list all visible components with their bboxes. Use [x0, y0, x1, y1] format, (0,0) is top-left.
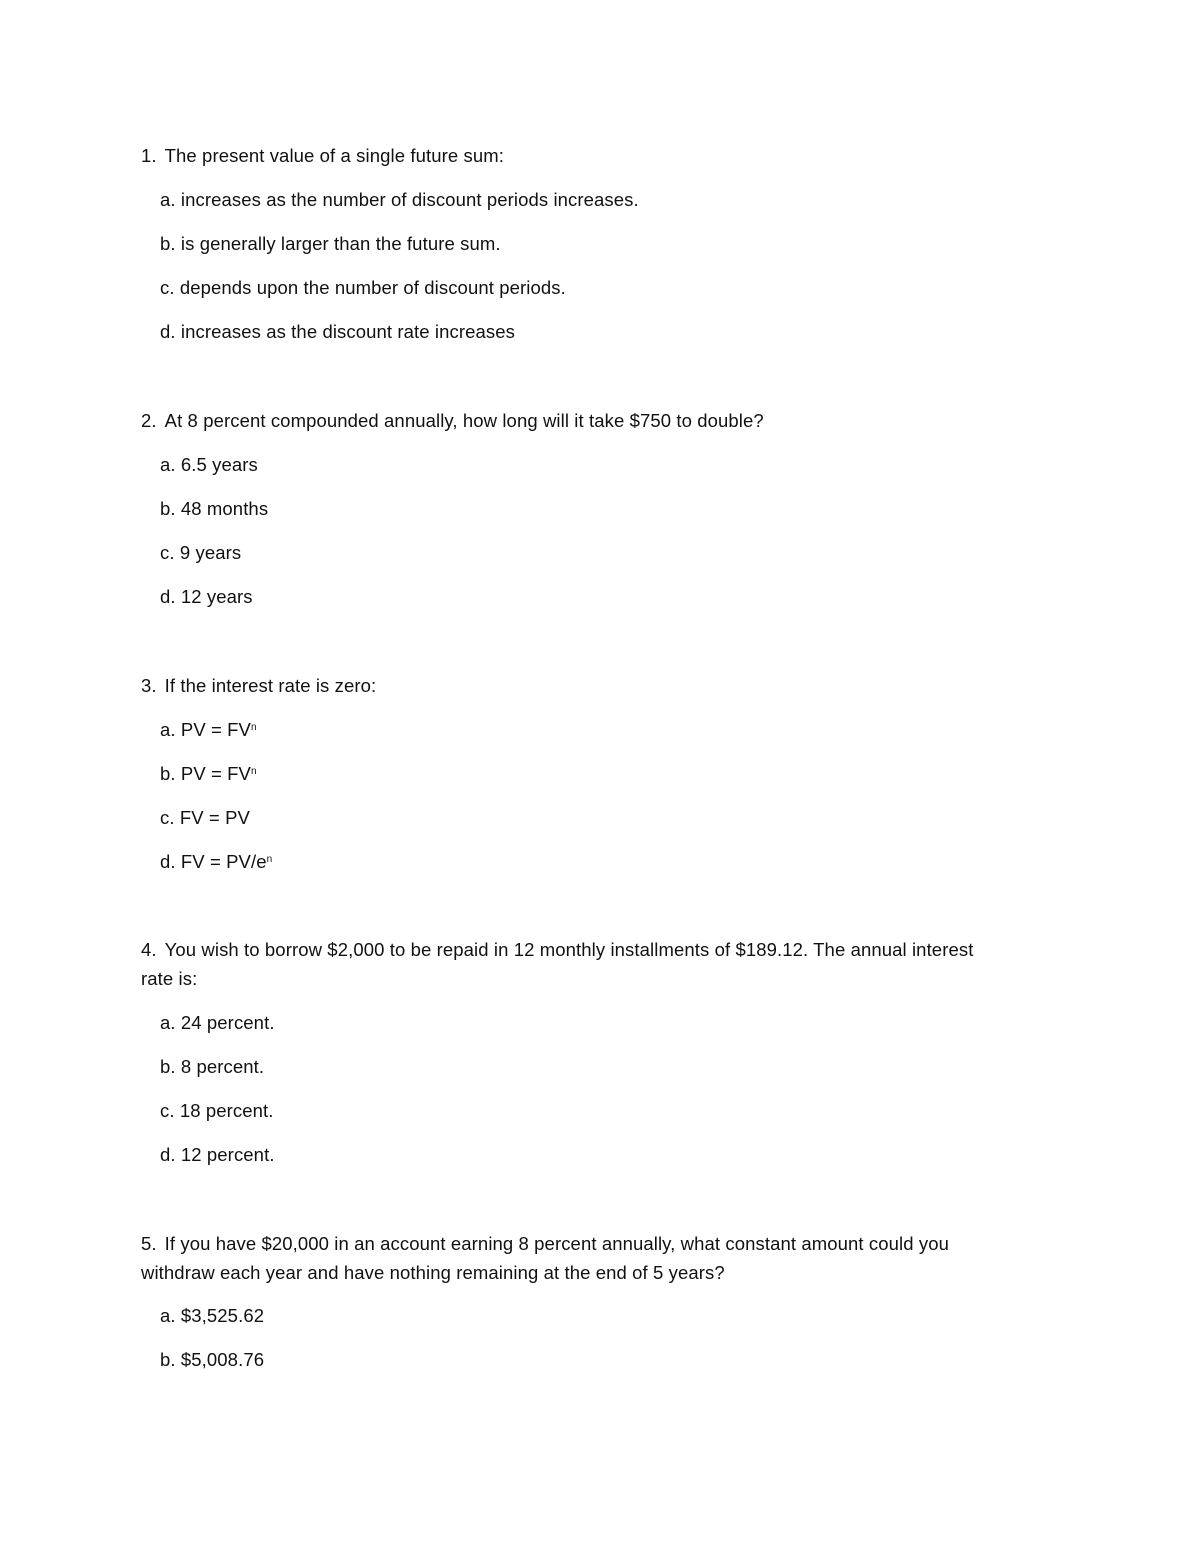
question-4	[141, 935, 973, 965]
question-text: At 8 percent compounded annually, how long will it take $750 to double?	[164, 410, 764, 431]
option-text: 24 percent.	[180, 1012, 275, 1033]
question-number: 2.	[141, 410, 157, 431]
option-label: d.	[160, 851, 176, 872]
question-2-option-a	[160, 450, 258, 480]
question-text: The present value of a single future sum:	[164, 145, 504, 166]
question-1-option-a	[160, 185, 639, 215]
option-text: PV = FV	[180, 763, 251, 784]
option-label: b.	[160, 763, 176, 784]
option-label: a.	[160, 189, 176, 210]
option-label: c.	[160, 1100, 175, 1121]
option-text: increases as the number of discount periods increases.	[180, 189, 639, 210]
question-text: You wish to borrow $2,000 to be repaid in 12 monthly installments of $189.12. The annual interest	[164, 939, 974, 960]
option-text: PV = FV	[180, 719, 251, 740]
superscript: n	[266, 853, 273, 865]
question-number: 1.	[141, 145, 157, 166]
option-text: depends upon the number of discount periods.	[179, 277, 566, 298]
question-5-option-b	[160, 1345, 264, 1375]
option-text: increases as the discount rate increases	[180, 321, 515, 342]
option-label: d.	[160, 586, 176, 607]
option-text: 8 percent.	[180, 1056, 265, 1077]
question-1	[141, 141, 504, 171]
option-text: FV = PV/e	[180, 851, 267, 872]
option-label: d.	[160, 321, 176, 342]
option-label: b.	[160, 1056, 176, 1077]
option-label: b.	[160, 1349, 176, 1370]
option-label: c.	[160, 542, 175, 563]
option-text: $3,525.62	[180, 1305, 265, 1326]
option-text: 9 years	[179, 542, 242, 563]
option-text: 18 percent.	[179, 1100, 274, 1121]
question-3-option-c	[160, 803, 250, 833]
option-label: c.	[160, 277, 175, 298]
option-label: c.	[160, 807, 175, 828]
question-3-option-d	[160, 847, 272, 877]
option-text: FV = PV	[179, 807, 250, 828]
option-text: 12 years	[180, 586, 253, 607]
question-4-option-c	[160, 1096, 274, 1126]
question-text-continuation: rate is:	[141, 968, 198, 989]
option-text: is generally larger than the future sum.	[180, 233, 501, 254]
question-3-option-b	[160, 759, 257, 789]
question-1-option-c	[160, 273, 566, 303]
option-text: 48 months	[180, 498, 269, 519]
superscript: n	[251, 765, 257, 777]
option-label: b.	[160, 233, 176, 254]
question-text: If the interest rate is zero:	[164, 675, 377, 696]
question-4-continuation	[141, 964, 197, 994]
option-label: a.	[160, 1012, 176, 1033]
question-4-option-b	[160, 1052, 264, 1082]
option-label: a.	[160, 1305, 176, 1326]
question-1-option-d	[160, 317, 515, 347]
question-5-continuation	[141, 1258, 725, 1288]
option-label: a.	[160, 454, 176, 475]
question-3-option-a	[160, 715, 257, 745]
question-number: 4.	[141, 939, 157, 960]
question-5	[141, 1229, 949, 1259]
option-text: 6.5 years	[180, 454, 258, 475]
question-text-continuation: withdraw each year and have nothing remaining at the end of 5 years?	[141, 1262, 725, 1283]
question-2-option-d	[160, 582, 253, 612]
question-2-option-b	[160, 494, 268, 524]
superscript: n	[251, 721, 257, 733]
question-text: If you have $20,000 in an account earning 8 percent annually, what constant amount could you	[164, 1233, 949, 1254]
question-4-option-d	[160, 1140, 275, 1170]
option-text: 12 percent.	[180, 1144, 275, 1165]
option-label: b.	[160, 498, 176, 519]
question-4-option-a	[160, 1008, 275, 1038]
option-label: a.	[160, 719, 176, 740]
question-5-option-a	[160, 1301, 264, 1331]
question-2-option-c	[160, 538, 241, 568]
option-text: $5,008.76	[180, 1349, 265, 1370]
question-1-option-b	[160, 229, 501, 259]
question-2	[141, 406, 764, 436]
question-3	[141, 671, 376, 701]
option-label: d.	[160, 1144, 176, 1165]
question-number: 3.	[141, 675, 157, 696]
question-number: 5.	[141, 1233, 157, 1254]
